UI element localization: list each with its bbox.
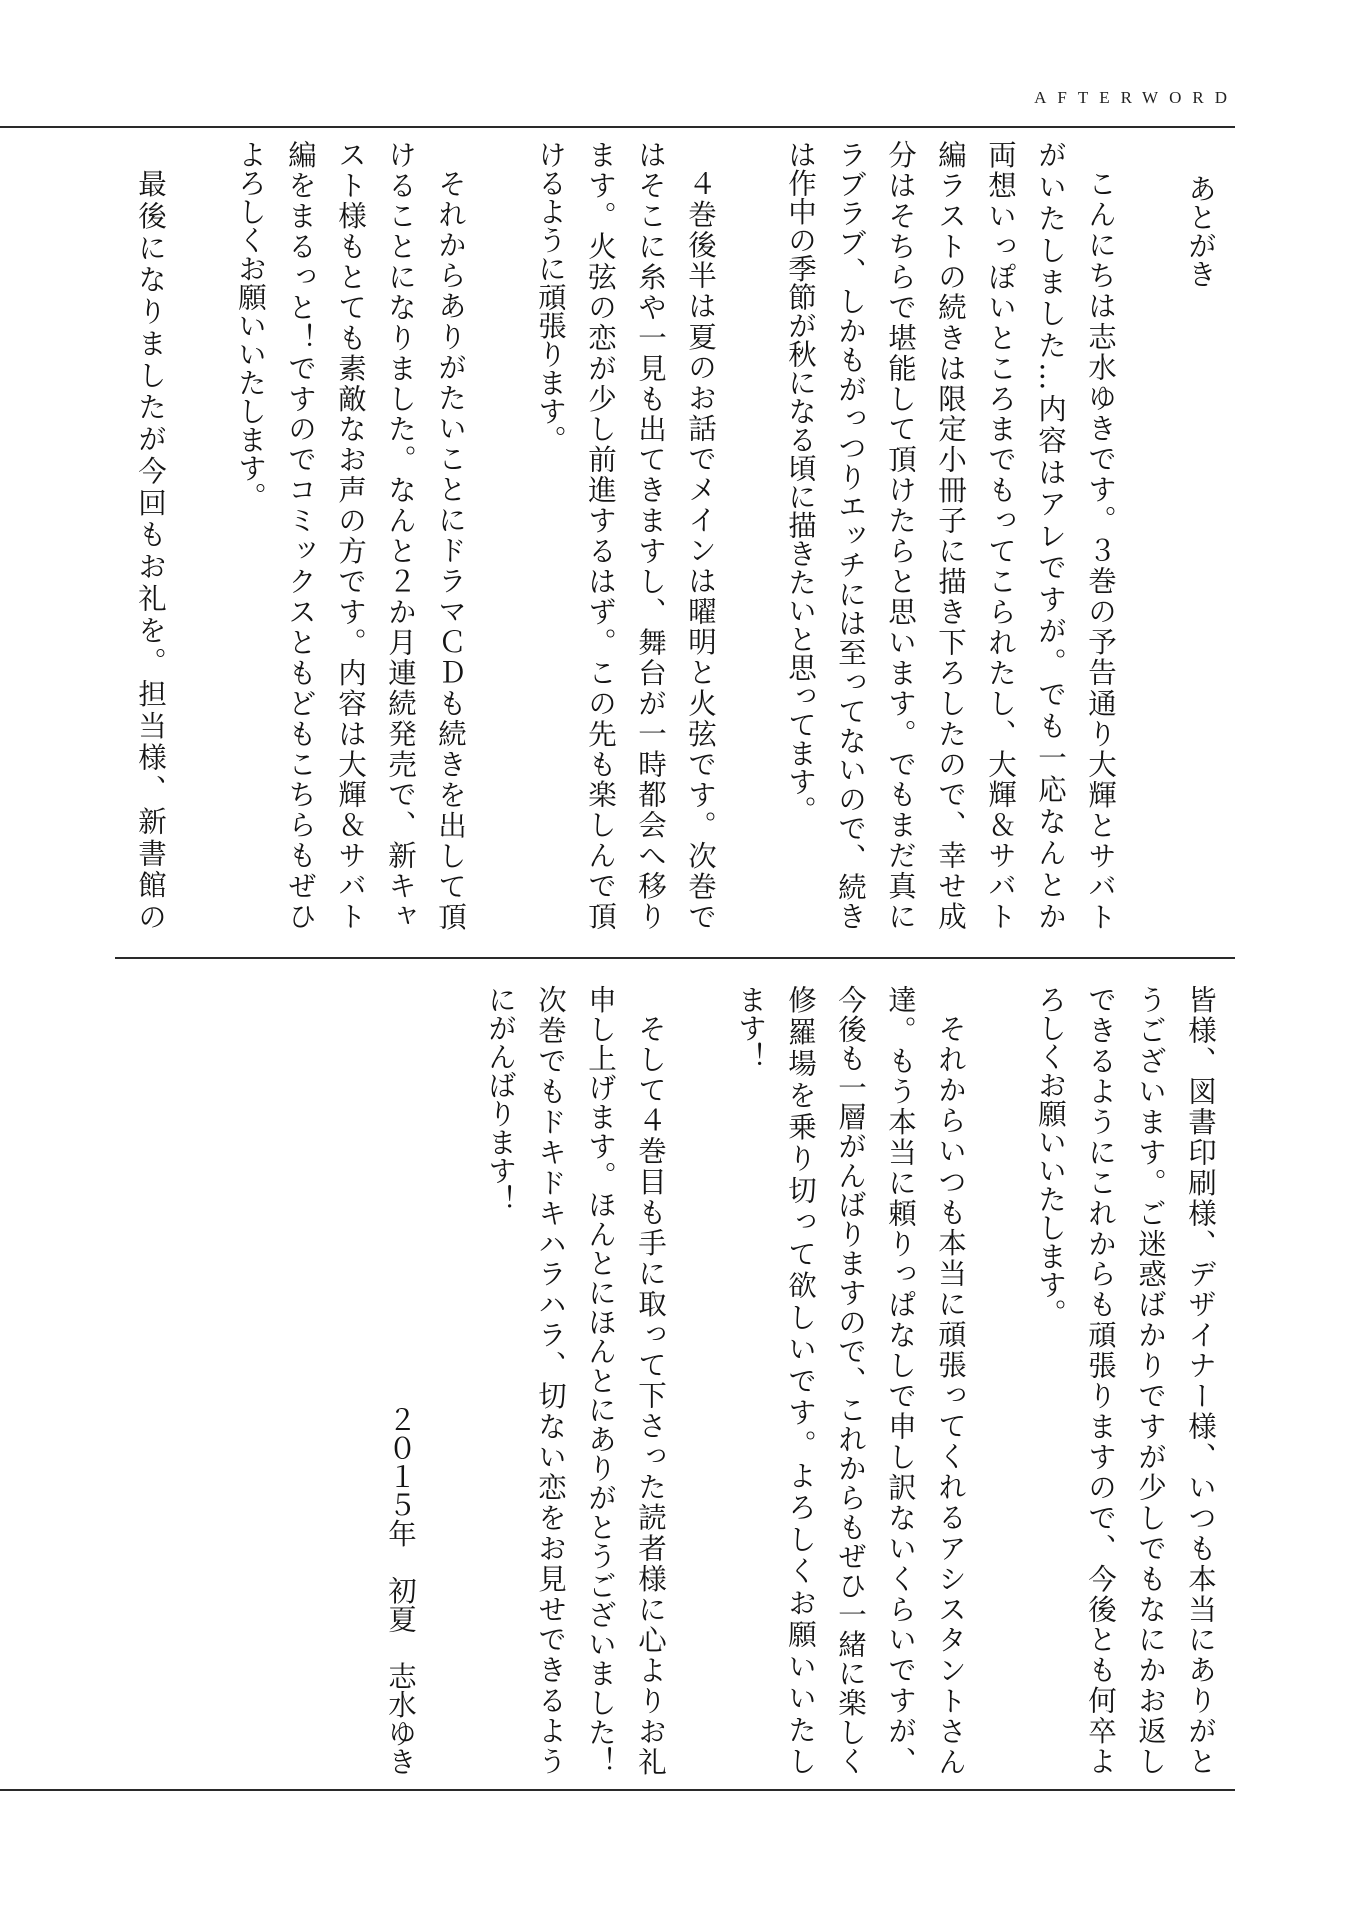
text-line: うございます。ご迷惑ばかりですが少しでもなにかお返し bbox=[1134, 985, 1167, 1775]
text-line: はそこに糸や一見も出てきますし、舞台が一時都会へ移り bbox=[634, 140, 667, 930]
top-rule bbox=[0, 126, 1235, 128]
text-line: は作中の季節が秋になる頃に描きたいと思ってます。 bbox=[784, 140, 817, 824]
signature: ２０１５年 初夏 志水ゆき bbox=[384, 1404, 417, 1775]
text-line: スト様もとても素敵なお声の方です。内容は大輝＆サバト bbox=[334, 140, 367, 930]
text-line: 分はそちらで堪能して頂けたらと思います。でもまだ真に bbox=[884, 140, 917, 930]
text-line: けることになりました。なんと２か月連続発売で、新キャ bbox=[384, 140, 417, 930]
bottom-rule bbox=[0, 1789, 1235, 1791]
paragraph bbox=[775, 140, 1125, 930]
running-header: AFTERWORD bbox=[1034, 88, 1238, 107]
text-line: にがんばります！ bbox=[484, 985, 517, 1213]
paragraph bbox=[725, 985, 975, 1775]
paragraph bbox=[475, 985, 675, 1775]
paragraph bbox=[125, 140, 175, 930]
text-line: それからいつも本当に頑張ってくれるアシスタントさん bbox=[934, 1013, 967, 1775]
text-line: けるように頑張ります。 bbox=[534, 140, 567, 454]
afterword-upper-block bbox=[125, 140, 1225, 930]
text-line: ろしくお願いいたします。 bbox=[1034, 985, 1067, 1327]
text-line: ます。火弦の恋が少し前進するはず。この先も楽しんで頂 bbox=[584, 140, 617, 930]
text-line: 修羅場を乗り切って欲しいです。よろしくお願いいたし bbox=[784, 985, 817, 1775]
text-line: よろしくお願いいたします。 bbox=[234, 140, 267, 511]
text-line: 次巻でもドキドキハラハラ、切ない恋をお見せできるよう bbox=[534, 985, 567, 1775]
text-line: がいたしました…内容はアレですが。でも一応なんとか bbox=[1034, 140, 1067, 930]
text-line: そして４巻目も手に取って下さった読者様に心よりお礼 bbox=[634, 1013, 667, 1775]
paragraph bbox=[1025, 985, 1225, 1775]
text-line: できるようにこれからも頑張りますので、今後とも何卒よ bbox=[1084, 985, 1117, 1775]
text-line: ます！ bbox=[734, 985, 767, 1071]
afterword-lower-block bbox=[375, 985, 1225, 1775]
text-line: こんにちは志水ゆきです。３巻の予告通り大輝とサバト bbox=[1084, 168, 1117, 930]
middle-rule bbox=[115, 957, 1235, 959]
text-line: 編ラストの続きは限定小冊子に描き下ろしたので、幸せ成 bbox=[934, 140, 967, 930]
text-line: 達。もう本当に頼りっぱなしで申し訳ないくらいですが、 bbox=[884, 985, 917, 1775]
text-line: ラブラブ、しかもがっつりエッチには至ってないので、続き bbox=[834, 140, 867, 930]
text-line: ４巻後半は夏のお話でメインは曜明と火弦です。次巻で bbox=[684, 168, 717, 930]
paragraph bbox=[525, 140, 725, 930]
text-line: 皆様、図書印刷様、デザイナー様、いつも本当にありがと bbox=[1184, 985, 1217, 1775]
text-line: それからありがたいことにドラマＣＤも続きを出して頂 bbox=[434, 168, 467, 930]
text-line: 申し上げます。ほんとにほんとにありがとうございました！ bbox=[584, 985, 617, 1775]
afterword-heading: あとがき bbox=[1184, 174, 1217, 289]
paragraph bbox=[225, 140, 475, 930]
text-line: 両想いっぽいところまでもってこられたし、大輝＆サバト bbox=[984, 140, 1017, 930]
text-line: 最後になりましたが今回もお礼を。担当様、新書館の bbox=[134, 168, 167, 930]
text-line: 今後も一層がんばりますので、これからもぜひ一緒に楽しく bbox=[834, 985, 867, 1775]
text-line: 編をまるっと！ですのでコミックスともどもこちらもぜひ bbox=[284, 140, 317, 930]
